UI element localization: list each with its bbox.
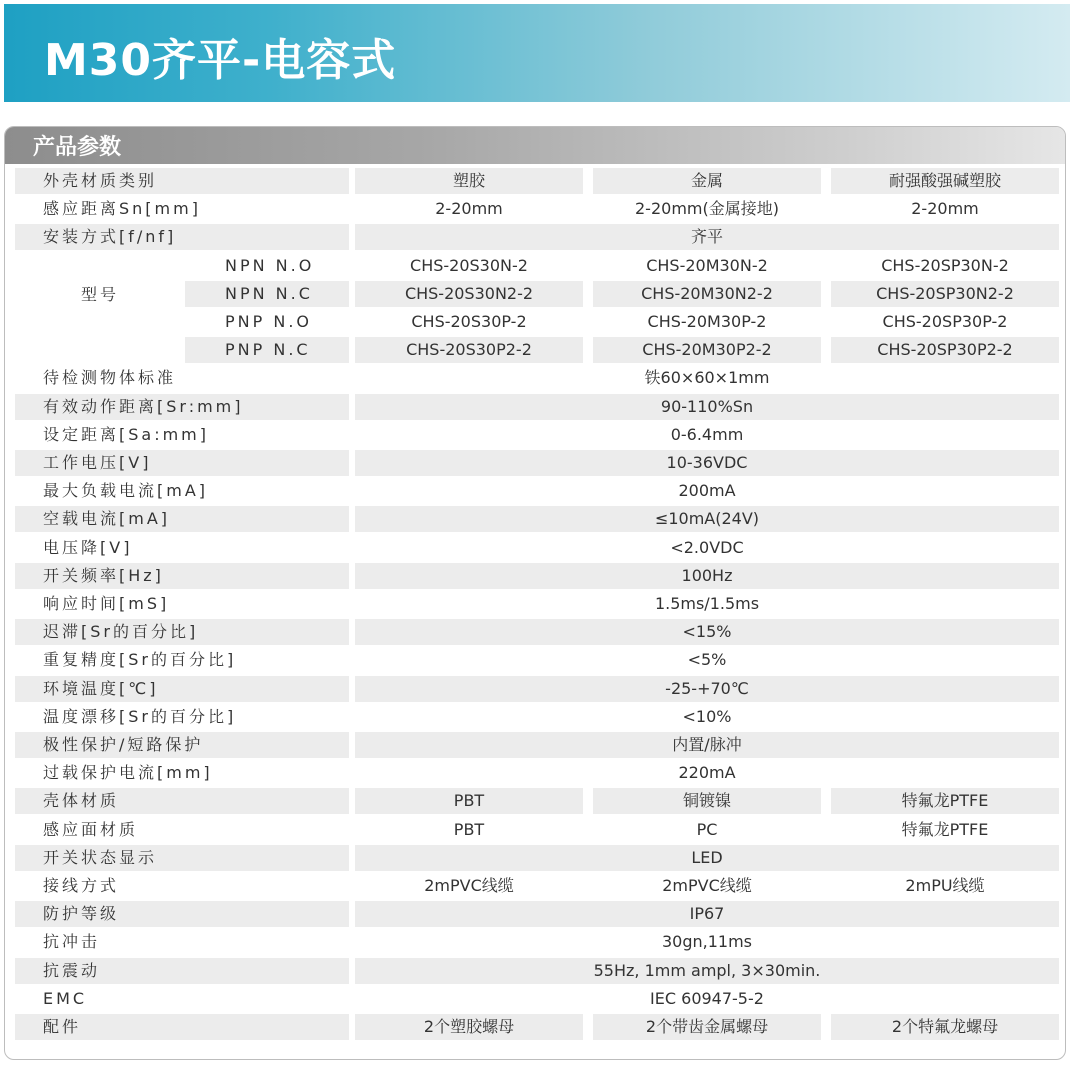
panel-title: 产品参数 — [33, 135, 122, 160]
parameter-label: 环境温度[℃] — [15, 676, 349, 702]
model-wiring-label: PNP N.O — [225, 312, 312, 331]
value-cell: 特氟龙PTFE — [831, 788, 1059, 814]
table-row — [15, 450, 1061, 476]
table-row — [15, 845, 1061, 871]
table-row — [15, 817, 1061, 843]
parameter-label: 感应面材质 — [43, 819, 139, 839]
parameter-label: EMC — [43, 988, 88, 1008]
table-row — [15, 196, 1061, 222]
value-cell: PBT — [453, 819, 485, 839]
value-cell: CHS-20M30N-2 — [646, 255, 768, 275]
table-row — [15, 591, 1061, 617]
value-cell-span: 内置/脉冲 — [355, 732, 1059, 758]
parameter-label: 设定距离[Sa:mm] — [43, 424, 210, 444]
value-cell-span: 220mA — [678, 763, 736, 783]
value-cell: CHS-20SP30N-2 — [881, 255, 1009, 275]
table-row — [15, 676, 1061, 702]
parameter-label: 感应距离Sn[mm] — [43, 199, 201, 219]
value-cell: CHS-20S30N-2 — [410, 255, 528, 275]
value-cell: CHS-20SP30P2-2 — [831, 337, 1059, 363]
value-cell-span: <2.0VDC — [670, 537, 744, 557]
value-cell: CHS-20M30P2-2 — [593, 337, 821, 363]
value-cell-span: 55Hz, 1mm ampl, 3×30min. — [355, 958, 1059, 984]
parameter-label: 空载电流[mA] — [15, 506, 349, 532]
model-wiring-label: PNP N.C — [185, 337, 349, 363]
table-row — [15, 224, 1061, 250]
table-row — [15, 619, 1061, 645]
table-row — [15, 478, 1061, 504]
value-cell: 2mPVC线缆 — [662, 876, 752, 895]
table-row — [15, 506, 1061, 532]
value-cell-span: ≤10mA(24V) — [355, 506, 1059, 532]
parameter-label: 工作电压[V] — [15, 450, 349, 476]
table-row — [15, 337, 1061, 363]
value-cell: CHS-20S30N2-2 — [355, 281, 583, 307]
parameter-label: 外壳材质类别 — [15, 168, 349, 194]
parameter-label: 待检测物体标准 — [43, 368, 177, 388]
table-row — [15, 647, 1061, 673]
value-cell: 铜镀镍 — [593, 788, 821, 814]
parameter-label: 配件 — [15, 1014, 349, 1040]
value-cell-span: 200mA — [678, 481, 736, 501]
table-row — [15, 760, 1061, 786]
parameter-label: 迟滞[Sr的百分比] — [15, 619, 349, 645]
table-row — [15, 986, 1061, 1012]
value-cell-span: 0-6.4mm — [670, 424, 744, 444]
value-cell: 金属 — [593, 168, 821, 194]
value-cell: 2-20mm — [911, 199, 979, 219]
parameter-label: 防护等级 — [15, 901, 349, 927]
parameter-label: 开关状态显示 — [15, 845, 349, 871]
table-row — [15, 929, 1061, 955]
model-group-label: 型号 — [81, 284, 120, 304]
table-row — [15, 563, 1061, 589]
parameter-label: 抗震动 — [15, 958, 349, 984]
value-cell: CHS-20S30P2-2 — [355, 337, 583, 363]
table-row — [15, 958, 1061, 984]
table-row — [15, 535, 1061, 561]
value-cell: 特氟龙PTFE — [901, 819, 989, 839]
value-cell-span: IP67 — [355, 901, 1059, 927]
value-cell: 2mPU线缆 — [905, 876, 985, 895]
model-wiring-label: NPN N.O — [225, 255, 315, 275]
model-wiring-label: NPN N.C — [185, 281, 349, 307]
value-cell: 耐强酸强碱塑胶 — [831, 168, 1059, 194]
value-cell: PC — [696, 819, 718, 839]
value-cell: 2-20mm(金属接地) — [635, 199, 779, 219]
parameter-label: 温度漂移[Sr的百分比] — [43, 706, 237, 726]
value-cell-span: <10% — [682, 706, 732, 726]
panel-header — [5, 127, 1065, 164]
title-banner — [4, 4, 1070, 102]
value-cell-span: <15% — [355, 619, 1059, 645]
table-row — [15, 732, 1061, 758]
value-cell-span: <5% — [687, 650, 727, 670]
value-cell: 2mPVC线缆 — [424, 876, 514, 895]
value-cell-span: -25-+70℃ — [355, 676, 1059, 702]
value-cell: 2-20mm — [435, 199, 503, 219]
parameter-label: 安装方式[f/nf] — [15, 224, 349, 250]
value-cell-span: 100Hz — [355, 563, 1059, 589]
value-cell-span: 90-110%Sn — [355, 394, 1059, 420]
value-cell-span: 铁60×60×1mm — [644, 368, 770, 388]
value-cell-span: 齐平 — [355, 224, 1059, 250]
value-cell: 2个带齿金属螺母 — [593, 1014, 821, 1040]
value-cell-span: IEC 60947-5-2 — [650, 988, 764, 1008]
value-cell: CHS-20S30P-2 — [411, 312, 527, 331]
parameter-label: 响应时间[mS] — [43, 594, 170, 613]
parameter-panel — [4, 126, 1066, 1060]
parameter-label: 电压降[V] — [43, 537, 133, 557]
value-cell: CHS-20SP30P-2 — [882, 312, 1008, 331]
parameter-label: 抗冲击 — [43, 932, 101, 952]
table-row — [15, 1014, 1061, 1040]
value-cell-span: 1.5ms/1.5ms — [654, 594, 760, 613]
value-cell-span: 30gn,11ms — [661, 932, 753, 952]
table-row — [15, 704, 1061, 730]
value-cell: 2个特氟龙螺母 — [831, 1014, 1059, 1040]
parameter-label: 壳体材质 — [15, 788, 349, 814]
parameter-label: 开关频率[Hz] — [15, 563, 349, 589]
value-cell: CHS-20SP30N2-2 — [831, 281, 1059, 307]
page-title: M30齐平-电容式 — [44, 35, 397, 86]
value-cell: 塑胶 — [355, 168, 583, 194]
value-cell-span: 10-36VDC — [355, 450, 1059, 476]
value-cell: CHS-20M30P-2 — [647, 312, 767, 331]
value-cell: CHS-20M30N2-2 — [593, 281, 821, 307]
table-row — [15, 253, 1061, 279]
table-row — [15, 422, 1061, 448]
table-row — [15, 309, 1061, 335]
table-row — [15, 394, 1061, 420]
parameter-label: 接线方式 — [43, 876, 120, 895]
parameter-label: 极性保护/短路保护 — [15, 732, 349, 758]
table-row — [15, 788, 1061, 814]
table-row — [15, 168, 1061, 194]
parameter-label: 过载保护电流[mm] — [43, 763, 213, 783]
table-row — [15, 873, 1061, 899]
value-cell: 2个塑胶螺母 — [355, 1014, 583, 1040]
parameter-label: 重复精度[Sr的百分比] — [43, 650, 237, 670]
parameter-label: 最大负载电流[mA] — [43, 481, 209, 501]
parameter-label: 有效动作距离[Sr:mm] — [15, 394, 349, 420]
table-row — [15, 365, 1061, 391]
table-row — [15, 901, 1061, 927]
value-cell-span: LED — [355, 845, 1059, 871]
value-cell: PBT — [355, 788, 583, 814]
